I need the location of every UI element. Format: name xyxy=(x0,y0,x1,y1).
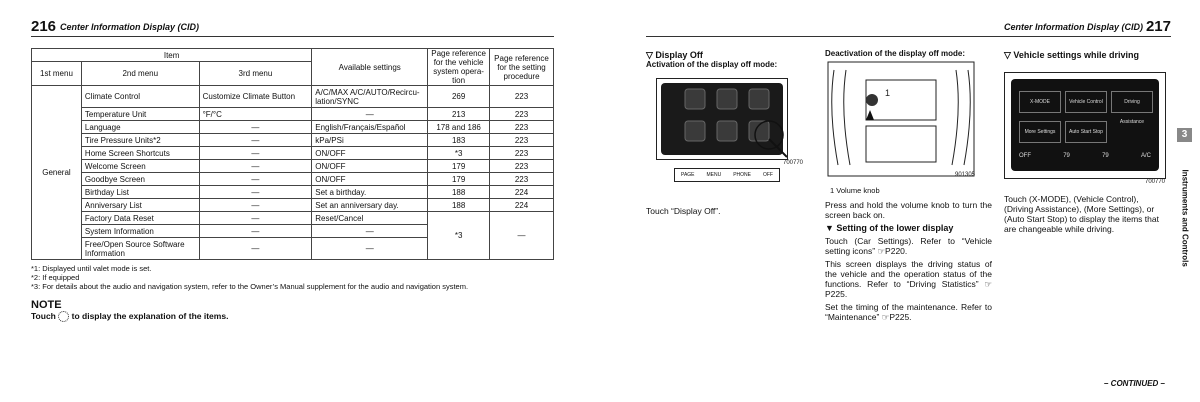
table-cell: 179 xyxy=(428,160,490,173)
table-cell: 178 and 186 xyxy=(428,121,490,134)
climate-temp-right: 79 xyxy=(1102,153,1109,159)
table-cell: 213 xyxy=(428,108,490,121)
table-cell: — xyxy=(199,225,312,238)
footnote: *1: Displayed until valet mode is set. xyxy=(31,264,152,273)
tile-x-mode: X-MODE xyxy=(1019,91,1061,113)
table-cell: 224 xyxy=(490,199,554,212)
display-off-instruction: Touch “Display Off”. xyxy=(646,206,721,216)
header-page-ref-setting: Page reference for the setting procedure xyxy=(490,49,554,86)
first-menu-cell: General xyxy=(32,86,82,260)
table-cell: Free/Open Source Software Information xyxy=(81,238,199,260)
lower-display-section xyxy=(825,200,992,325)
paragraph: Touch (Car Settings). Refer to “Vehicle setting icons” ☞P220. xyxy=(825,236,992,256)
table-cell: Set an anniversary day. xyxy=(312,199,428,212)
chapter-title: Instruments and Controls xyxy=(1180,169,1190,267)
table-cell: Birthday List xyxy=(81,186,199,199)
display-off-screen-figure xyxy=(656,78,788,160)
right-page-header xyxy=(646,18,1171,37)
note-text xyxy=(31,311,228,322)
display-off-section xyxy=(646,50,816,70)
table-cell: — xyxy=(199,173,312,186)
vehicle-settings-text: Touch (X-MODE), (Vehicle Control), (Driving Assistance), (More Settings), or (Auto Start Stop) to display the items that are changeable while driving. xyxy=(1004,194,1159,234)
left-page-title: Center Information Display (CID) xyxy=(60,22,200,32)
table-cell: *3 xyxy=(428,212,490,260)
table-cell: A/C/MAX A/C/AUTO/Recircu-lation/SYNC xyxy=(312,86,428,108)
left-page-number: 216 xyxy=(31,18,57,35)
table-cell: System Information xyxy=(81,225,199,238)
dashboard-figure xyxy=(826,60,976,178)
vehicle-settings-screen xyxy=(1004,72,1166,179)
table-cell: Customize Climate Button xyxy=(199,86,312,108)
figure-id: 700770 xyxy=(1145,179,1166,185)
header-second-menu: 2nd menu xyxy=(81,62,199,86)
table-cell: Temperature Unit xyxy=(81,108,199,121)
tile-more-settings: More Settings xyxy=(1019,121,1061,143)
bar-label: MENU xyxy=(706,172,722,178)
table-cell: — xyxy=(312,225,428,238)
table-cell: 223 xyxy=(490,147,554,160)
tile-auto-start-stop: Auto Start Stop xyxy=(1065,121,1107,143)
table-cell: Home Screen Shortcuts xyxy=(81,147,199,160)
footnote: *3: For details about the audio and navigation system, refer to the Owner’s Manual supplement for the audio and navigation system. xyxy=(31,282,469,291)
table-cell: — xyxy=(199,160,312,173)
tile-driving-assistance: Driving Assistance xyxy=(1111,91,1153,113)
table-cell: — xyxy=(199,147,312,160)
table-cell: English/Français/Español xyxy=(312,121,428,134)
header-page-ref-vehicle: Page reference for the vehicle system opera-tion xyxy=(428,49,490,86)
bar-label: PAGE xyxy=(680,172,695,178)
screen-bottom-bar xyxy=(674,168,780,182)
table-cell: Set a birthday. xyxy=(312,186,428,199)
table-cell: 269 xyxy=(428,86,490,108)
footnote: *2: If equipped xyxy=(31,273,80,282)
table-cell: Factory Data Reset xyxy=(81,212,199,225)
figure-id: 901305 xyxy=(955,172,976,178)
climate-temp-left: 79 xyxy=(1063,153,1070,159)
table-cell: *3 xyxy=(428,147,490,160)
callout-number: 1 xyxy=(885,88,891,98)
display-off-activation-heading: Activation of the display off mode: xyxy=(646,60,778,69)
table-cell: Climate Control xyxy=(81,86,199,108)
table-cell: 188 xyxy=(428,199,490,212)
table-cell: Anniversary List xyxy=(81,199,199,212)
paragraph: This screen displays the driving status of the vehicle and the operation status of the functions. Refer to “Driving Statistics” ☞P225. xyxy=(825,259,992,299)
table-cell: — xyxy=(199,199,312,212)
table-cell: Welcome Screen xyxy=(81,160,199,173)
right-page-number: 217 xyxy=(1145,18,1171,35)
screen-display xyxy=(1011,79,1159,171)
deactivation-heading: Deactivation of the display off mode: xyxy=(825,49,966,58)
info-icon xyxy=(58,311,69,322)
table-cell: 188 xyxy=(428,186,490,199)
table-cell: Reset/Cancel xyxy=(312,212,428,225)
vehicle-settings-heading: ▽ Vehicle settings while driving xyxy=(1004,50,1139,60)
climate-ac: A/C xyxy=(1140,153,1151,159)
table-cell: — xyxy=(199,121,312,134)
bar-label: PHONE xyxy=(733,172,751,178)
figure-id: 700770 xyxy=(783,160,804,166)
table-cell: — xyxy=(490,212,554,260)
note-text-before: Touch xyxy=(31,311,56,321)
table-cell: 179 xyxy=(428,173,490,186)
table-cell: — xyxy=(199,134,312,147)
climate-bar xyxy=(1019,153,1151,165)
note-title: NOTE xyxy=(31,299,62,311)
dashboard-illustration xyxy=(826,60,976,178)
bar-label: OFF xyxy=(762,172,773,178)
table-cell: 223 xyxy=(490,134,554,147)
table-cell: 224 xyxy=(490,186,554,199)
footnotes xyxy=(31,264,554,291)
home-screen-illustration xyxy=(657,79,787,159)
table-cell: — xyxy=(312,238,428,260)
table-cell: ON/OFF xyxy=(312,147,428,160)
chapter-tab: 3 xyxy=(1177,128,1192,142)
table-cell: 183 xyxy=(428,134,490,147)
header-third-menu: 3rd menu xyxy=(199,62,312,86)
paragraph: Set the timing of the maintenance. Refer to “Maintenance” ☞P225. xyxy=(825,302,992,322)
table-cell: Language xyxy=(81,121,199,134)
table-cell: 223 xyxy=(490,160,554,173)
table-cell: — xyxy=(199,212,312,225)
climate-off: OFF xyxy=(1019,153,1031,159)
figure-legend: 1 Volume knob xyxy=(830,186,880,195)
table-cell: ON/OFF xyxy=(312,160,428,173)
table-cell: 223 xyxy=(490,173,554,186)
table-cell: 223 xyxy=(490,121,554,134)
table-cell: °F/°C xyxy=(199,108,312,121)
header-item: Item xyxy=(32,49,312,62)
continued-label: – CONTINUED – xyxy=(1104,379,1165,388)
table-cell: Goodbye Screen xyxy=(81,173,199,186)
table-cell: kPa/PSi xyxy=(312,134,428,147)
table-cell: — xyxy=(199,186,312,199)
table-cell: Tire Pressure Units*2 xyxy=(81,134,199,147)
settings-table xyxy=(31,48,554,260)
header-first-menu: 1st menu xyxy=(32,62,82,86)
note-text-after: to display the explanation of the items. xyxy=(71,311,229,321)
table-cell: — xyxy=(199,238,312,260)
tile-vehicle-control: Vehicle Control xyxy=(1065,91,1107,113)
table-cell: 223 xyxy=(490,86,554,108)
table-cell: ON/OFF xyxy=(312,173,428,186)
right-page-title: Center Information Display (CID) xyxy=(1003,22,1143,32)
header-available-settings: Available settings xyxy=(312,49,428,86)
left-page-header xyxy=(31,18,554,37)
lower-display-heading: ▼ Setting of the lower display xyxy=(825,223,954,233)
table-cell: — xyxy=(312,108,428,121)
table-cell: 223 xyxy=(490,108,554,121)
paragraph: Press and hold the volume knob to turn the screen back on. xyxy=(825,200,992,220)
display-off-heading: ▽ Display Off xyxy=(646,50,703,60)
